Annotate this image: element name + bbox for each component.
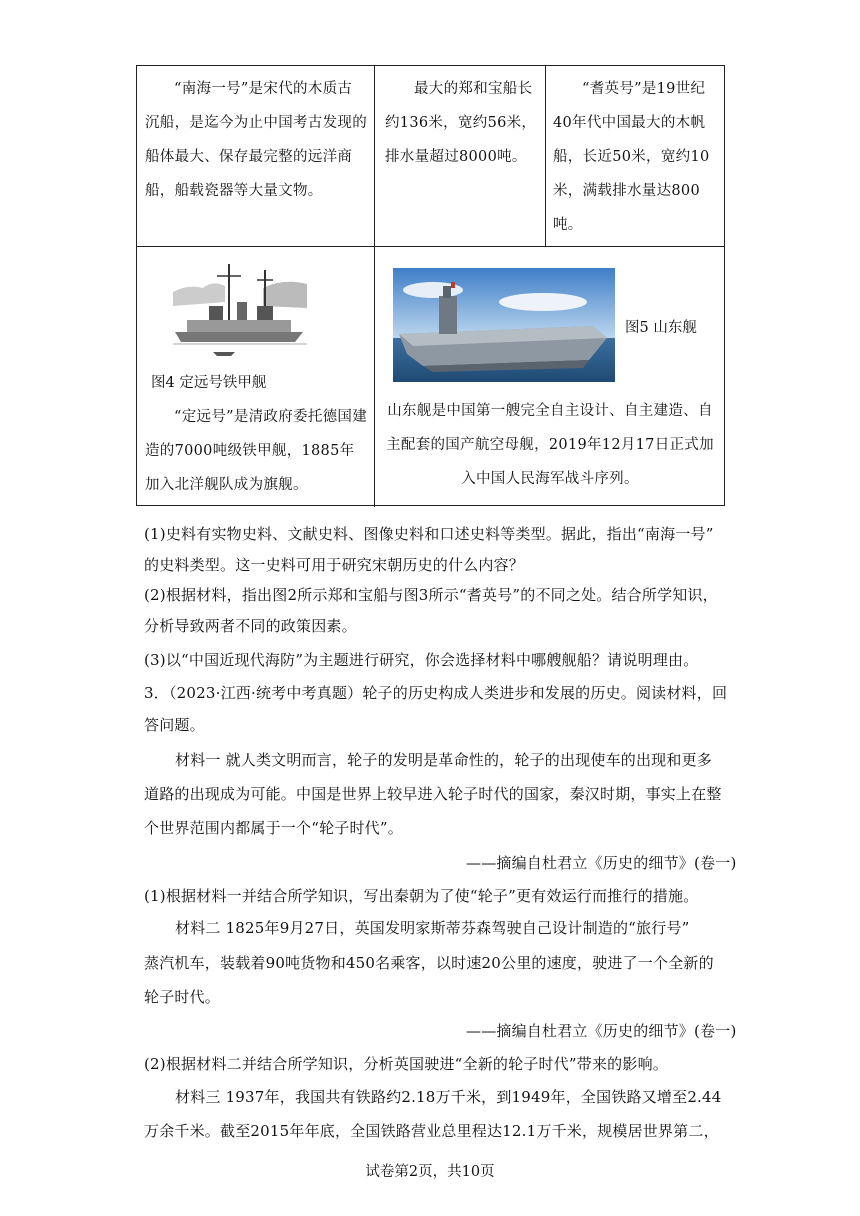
question-heading: 3．（2023·江西·统考中考真题）轮子的历史构成人类进步和发展的历史。阅读材料，回 [144, 684, 728, 702]
material-text: 材料一 就人类文明而言，轮子的发明是革命性的，轮子的出现使车的出现和更多 [175, 751, 712, 769]
shandong-carrier-image [393, 268, 615, 382]
material-text: 材料二 1825年9月27日，英国发明家斯蒂芬森驾驶自己设计制造的“旅行号” [175, 919, 690, 937]
fig4-description: “定远号”是清政府委托德国建造的7000吨级铁甲舰，1885年加入北洋舰队成为旗舰。 [145, 409, 368, 493]
material-text: 万余千米。截至2015年年底，全国铁路营业总里程达12.1万千米，规模居世界第二， [144, 1122, 719, 1140]
materials-table [136, 65, 725, 506]
question-line: (2)根据材料，指出图2所示郑和宝船与图3所示“耆英号”的不同之处。结合所学知识， [144, 586, 718, 604]
question-heading: 答问题。 [144, 716, 205, 734]
table-divider [137, 246, 724, 247]
fig5-description: 山东舰是中国第一艘完全自主设计、自主建造、自主配套的国产航空母舰，2019年12月17日正式加入中国人民海军战斗序列。 [386, 403, 714, 487]
cell-zhenghe: 最大的郑和宝船长约136米，宽约56米，排水量超过8000吨。 [385, 81, 537, 165]
question-line: 分析导致两者不同的政策因素。 [144, 617, 357, 635]
question-line: (1)根据材料一并结合所学知识，写出秦朝为了使“轮子”更有效运行而推行的措施。 [144, 887, 699, 905]
cell-qiying: “耆英号”是19世纪40年代中国最大的木帆船，长近50米，宽约10米，满载排水量达800吨。 [553, 81, 710, 233]
material-text: 蒸汽机车，装载着90吨货物和450名乘客，以时速20公里的速度，驶进了一个全新的 [144, 954, 714, 972]
dingyuan-ship-image [173, 262, 307, 362]
question-line: (3)以“中国近现代海防”为主题进行研究，你会选择材料中哪艘舰船？请说明理由。 [144, 651, 699, 669]
material-source: ——摘编自杜君立《历史的细节》(卷一) [466, 854, 737, 872]
cell-nanhai: “南海一号”是宋代的木质古沉船，是迄今为止中国考古发现的船体最大、保存最完整的远洋商船，船载瓷器等大量文物。 [145, 81, 367, 199]
table-divider [374, 66, 375, 246]
material-source: ——摘编自杜君立《历史的细节》(卷一) [466, 1022, 737, 1040]
question-line: 的史料类型。这一史料可用于研究宋朝历史的什么内容？ [144, 556, 525, 574]
table-divider [545, 66, 546, 246]
question-line: (1)史料有实物史料、文献史料、图像史料和口述史料等类型。据此，指出“南海一号” [144, 525, 714, 543]
question-line: (2)根据材料二并结合所学知识，分析英国驶进“全新的轮子时代”带来的影响。 [144, 1055, 668, 1073]
material-text: 轮子时代。 [144, 988, 221, 1006]
page-footer: 试卷第2页，共10页 [365, 1164, 495, 1180]
fig5-caption: 图5 山东舰 [625, 320, 697, 336]
material-text: 材料三 1937年，我国共有铁路约2.18万千米，到1949年，全国铁路又增至2.44 [175, 1088, 722, 1106]
table-divider [374, 246, 375, 507]
material-text: 个世界范围内都属于一个“轮子时代”。 [144, 819, 403, 837]
material-text: 道路的出现成为可能。中国是世界上较早进入轮子时代的国家，秦汉时期，事实上在整 [144, 785, 722, 803]
fig4-caption: 图4 定远号铁甲舰 [151, 375, 267, 391]
